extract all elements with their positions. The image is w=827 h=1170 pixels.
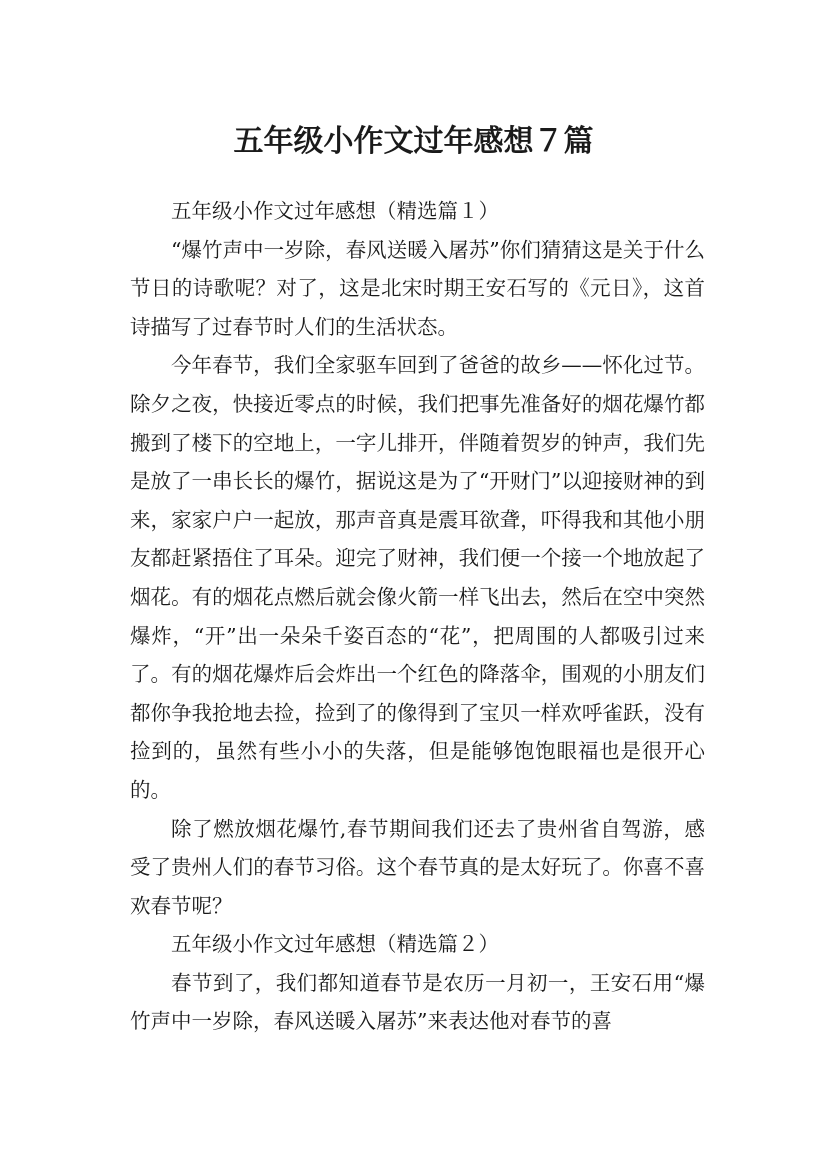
section-heading-1: 五年级小作文过年感想（精选篇１）	[171, 199, 499, 223]
paragraph: “爆竹声中一岁除，春风送暖入屠苏”你们猜猜这是关于什么节日的诗歌呢？对了，这是北宋时期王安石写的《元日》，这首诗描写了过春节时人们的生活状态。	[130, 237, 705, 339]
paragraph: 春节到了，我们都知道春节是农历一月初一，王安石用“爆竹声中一岁除，春风送暖入屠苏”来表达他对春节的喜	[130, 970, 705, 1034]
paragraph: 除了燃放烟花爆竹,春节期间我们还去了贵州省自驾游，感受了贵州人们的春节习俗。这个春节真的是太好玩了。你喜不喜欢春节呢？	[130, 816, 705, 918]
paragraph: 今年春节，我们全家驱车回到了爸爸的故乡——怀化过节。除夕之夜，快接近零点的时候，我们把事先准备好的烟花爆竹都搬到了楼下的空地上，一字儿排开，伴随着贺岁的钟声，我们先是放了一串长长的爆竹，据说这是为了“开财门”以迎接财神的到来，家家户户一起放，那声音真是震耳欲聋，吓得我和其他小朋友都赶紧捂住了耳朵。迎完了财神，我们便一个接一个地放起了烟花。有的烟花点燃后就会像火箭一样飞出去，然后在空中突然爆炸，“开”出一朵朵千姿百态的“花”，把周围的人都吸引过来了。有的烟花爆炸后会炸出一个红色的降落伞，围观的小朋友们都你争我抢地去捡，捡到了的像得到了宝贝一样欢呼雀跃，没有捡到的，虽然有些小小的失落，但是能够饱饱眼福也是很开心的。	[130, 353, 705, 802]
document-title: 五年级小作文过年感想７篇	[233, 124, 594, 160]
section-heading-2: 五年级小作文过年感想（精选篇２）	[171, 932, 499, 957]
document-body	[130, 192, 705, 1041]
